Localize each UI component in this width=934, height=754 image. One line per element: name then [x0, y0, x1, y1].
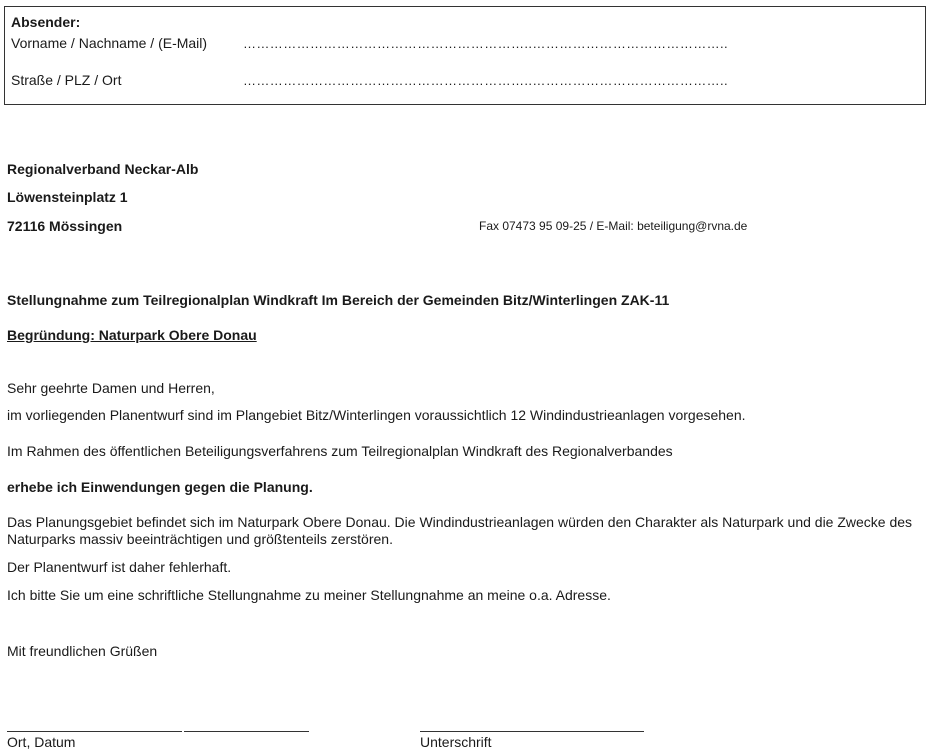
sender-box [4, 6, 926, 105]
paragraph-5: Der Planentwurf ist daher fehlerhaft. [7, 559, 232, 575]
paragraph-6: Ich bitte Sie um eine schriftliche Stellungnahme zu meiner Stellungnahme an meine o.a. Adresse. [7, 587, 611, 603]
reason-heading: Begründung: Naturpark Obere Donau [7, 327, 257, 343]
paragraph-4: Das Planungsgebiet befindet sich im Naturpark Obere Donau. Die Windindustrieanlagen würden den Charakter als Naturpark und die Zwecke des Naturparks massiv beeinträchtigen und größtenteils zerstören. [7, 514, 913, 547]
sender-address-label: Straße / PLZ / Ort [11, 72, 122, 88]
sender-name-field[interactable]: ………………………………………………………..…………………………………….. [243, 36, 729, 51]
signature-line[interactable] [420, 731, 644, 732]
recipient-contact: Fax 07473 95 09-25 / E-Mail: beteiligung@rvna.de [479, 219, 748, 233]
sender-name-label: Vorname / Nachname / (E-Mail) [11, 35, 208, 51]
sender-title: Absender: [11, 14, 81, 30]
recipient-street: Löwensteinplatz 1 [7, 189, 128, 205]
recipient-city: 72116 Mössingen [7, 218, 123, 234]
salutation: Sehr geehrte Damen und Herren, [7, 380, 215, 396]
sender-address-field[interactable]: ………………………………………………………..…………………………………….. [243, 73, 729, 88]
objection-statement: erhebe ich Einwendungen gegen die Planung. [7, 479, 313, 495]
place-date-line-2[interactable] [184, 731, 309, 732]
closing: Mit freundlichen Grüßen [7, 643, 158, 659]
subject-line: Stellungnahme zum Teilregionalplan Windkraft Im Bereich der Gemeinden Bitz/Winterlingen ZAK-11 [7, 292, 670, 308]
signature-label: Unterschrift [420, 734, 492, 750]
recipient-name: Regionalverband Neckar-Alb [7, 161, 199, 177]
paragraph-2: Im Rahmen des öffentlichen Beteiligungsverfahrens zum Teilregionalplan Windkraft des Regionalverbandes [7, 443, 673, 459]
place-date-label: Ort, Datum [7, 734, 76, 750]
paragraph-1: im vorliegenden Planentwurf sind im Plangebiet Bitz/Winterlingen voraussichtlich 12 Windindustrieanlagen vorgesehen. [7, 407, 746, 423]
place-date-line-1[interactable] [7, 731, 182, 732]
